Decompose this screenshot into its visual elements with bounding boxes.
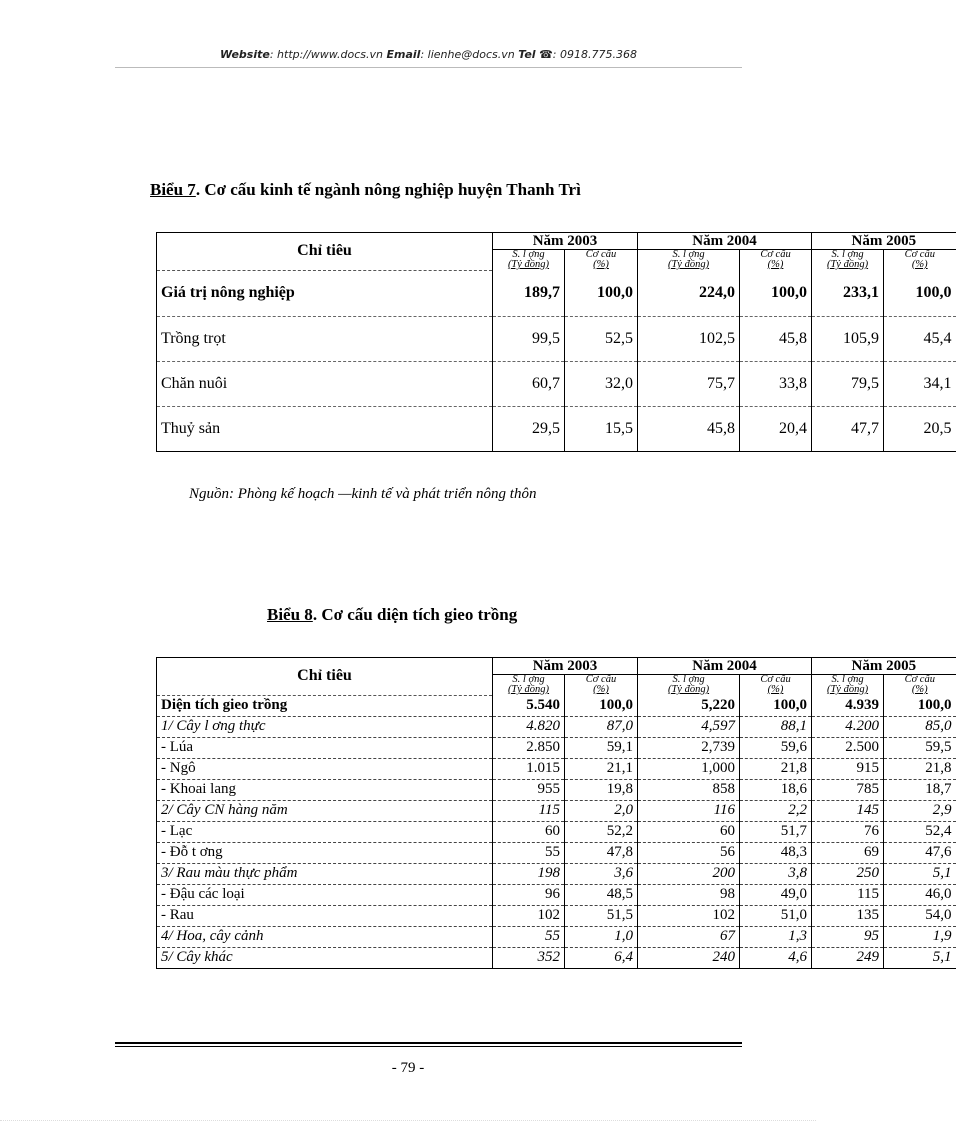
subheader-line2: (%)	[911, 684, 928, 695]
row-value: 145	[812, 800, 884, 821]
row-value: 4.820	[493, 716, 565, 737]
table7-source: Nguồn: Phòng kế hoạch —kinh tế và phát triển nông thôn	[189, 486, 537, 502]
row-value: 21,8	[740, 758, 812, 779]
subheader-line1: S. l ợng	[672, 674, 705, 685]
subheader-line2: (%)	[593, 684, 609, 695]
tel-value: : 0918.775.368	[552, 48, 637, 61]
row-value: 20,4	[740, 406, 812, 451]
row-value: 52,2	[565, 821, 638, 842]
page-number: - 79 -	[391, 1060, 425, 1076]
row-value: 100,0	[884, 270, 956, 316]
row-value: 45,8	[638, 406, 740, 451]
row-value: 352	[493, 947, 565, 968]
table-subheader-so-luong	[493, 250, 565, 271]
table-row	[157, 863, 956, 884]
row-value: 47,7	[812, 406, 884, 451]
table8-title-prefix: Biểu 8	[267, 605, 313, 624]
row-value: 79,5	[812, 361, 884, 406]
table7-title-text: . Cơ cấu kinh tế ngành nông nghiệp huyện Thanh Trì	[195, 180, 581, 199]
table8-title-text: . Cơ cấu diện tích gieo trồng	[312, 605, 518, 624]
footer-divider-thin	[115, 1046, 742, 1047]
row-value: 105,9	[812, 316, 884, 361]
row-value: 60	[638, 821, 740, 842]
table-row	[157, 884, 956, 905]
table8	[156, 657, 956, 969]
row-value: 67	[638, 926, 740, 947]
subheader-line1: S. l ợng	[831, 674, 864, 685]
table8-container	[156, 657, 952, 969]
row-label: 4/ Hoa, cây cảnh	[157, 926, 493, 947]
tel-label: Tel	[518, 48, 536, 61]
row-value: 59,1	[565, 737, 638, 758]
row-label: 3/ Rau màu thực phẩm	[157, 863, 493, 884]
table-row	[157, 800, 956, 821]
row-value: 51,7	[740, 821, 812, 842]
subheader-line2: (%)	[911, 259, 928, 270]
row-value: 3,6	[565, 863, 638, 884]
row-value: 2,2	[740, 800, 812, 821]
table-row	[157, 821, 956, 842]
subheader-line2: (Tỷ đồng)	[507, 259, 550, 270]
row-value: 96	[493, 884, 565, 905]
website-value[interactable]: : http://www.docs.vn	[269, 48, 384, 61]
row-value: 4,6	[740, 947, 812, 968]
row-value: 4,597	[638, 716, 740, 737]
row-value: 15,5	[565, 406, 638, 451]
row-label: Chăn nuôi	[157, 361, 493, 406]
row-value: 100,0	[565, 695, 638, 716]
subheader-line2: (Tỷ đồng)	[667, 684, 710, 695]
subheader-line1: S. l ợng	[512, 249, 545, 260]
row-value: 116	[638, 800, 740, 821]
row-value: 2.500	[812, 737, 884, 758]
row-value: 52,4	[884, 821, 956, 842]
subheader-line1: S. l ợng	[831, 249, 864, 260]
table8-header-year: Năm 2003	[493, 658, 638, 675]
row-value: 87,0	[565, 716, 638, 737]
table8-header-year: Năm 2005	[812, 658, 956, 675]
row-value: 48,5	[565, 884, 638, 905]
subheader-line1: Cơ cấu	[585, 674, 617, 685]
row-value: 33,8	[740, 361, 812, 406]
row-value: 32,0	[565, 361, 638, 406]
row-value: 4.200	[812, 716, 884, 737]
table-subheader-so-luong	[493, 675, 565, 696]
row-value: 51,5	[565, 905, 638, 926]
row-value: 69	[812, 842, 884, 863]
row-value: 249	[812, 947, 884, 968]
row-label: 5/ Cây khác	[161, 949, 233, 965]
table-subheader-co-cau	[565, 250, 638, 271]
header-divider	[115, 67, 742, 68]
row-value: 76	[812, 821, 884, 842]
row-value: 135	[812, 905, 884, 926]
row-label: Thuỷ sản	[161, 419, 221, 437]
row-value: 189,7	[493, 270, 565, 316]
table-row	[157, 926, 956, 947]
row-value: 100,0	[565, 270, 638, 316]
subheader-line2: (Tỷ đồng)	[667, 259, 710, 270]
row-value: 2,9	[884, 800, 956, 821]
row-value: 4.939	[812, 695, 884, 716]
subheader-line1: Cơ cấu	[760, 674, 791, 685]
row-value: 3,8	[740, 863, 812, 884]
row-value: 1,9	[884, 926, 956, 947]
table-row	[157, 947, 956, 968]
table-row	[157, 716, 956, 737]
row-value: 2,739	[638, 737, 740, 758]
subheader-line1: Cơ cấu	[760, 249, 791, 260]
row-value: 1,3	[740, 926, 812, 947]
row-label: - Rau	[157, 905, 493, 926]
row-label: - Lạc	[157, 821, 493, 842]
email-label: Email	[386, 48, 421, 61]
table-row	[157, 361, 956, 406]
table-row	[157, 779, 956, 800]
row-value: 6,4	[565, 947, 638, 968]
table-row	[157, 905, 956, 926]
row-value: 5.540	[493, 695, 565, 716]
subheader-line2: (%)	[593, 259, 609, 270]
email-value[interactable]: : lienhe@docs.vn	[420, 48, 515, 61]
row-value: 88,1	[740, 716, 812, 737]
row-value: 55	[493, 842, 565, 863]
row-value: 19,8	[565, 779, 638, 800]
table-subheader-co-cau	[884, 250, 956, 271]
row-value: 56	[638, 842, 740, 863]
table7-title-prefix: Biểu 7	[150, 180, 196, 199]
table8-title	[267, 605, 517, 625]
row-label: - Đỗ t ơng	[157, 842, 493, 863]
row-value: 21,1	[565, 758, 638, 779]
row-label: Diện tích gieo trồng	[157, 695, 493, 716]
row-value: 49,0	[740, 884, 812, 905]
row-value: 100,0	[884, 695, 956, 716]
row-value: 5,220	[638, 695, 740, 716]
row-value: 85,0	[884, 716, 956, 737]
row-value: 102,5	[638, 316, 740, 361]
table8-header-chitieu: Chỉ tiêu	[157, 658, 493, 696]
subheader-line1: Cơ cấu	[904, 674, 935, 685]
table-subheader-so-luong	[812, 250, 884, 271]
table8-header-year: Năm 2004	[638, 658, 812, 675]
row-value: 2,0	[565, 800, 638, 821]
row-value: 785	[812, 779, 884, 800]
table-row	[157, 737, 956, 758]
subheader-line2: (%)	[767, 259, 784, 270]
table7-header-year: Năm 2004	[638, 233, 812, 250]
row-value: 100,0	[740, 270, 812, 316]
row-value: 115	[812, 884, 884, 905]
row-value: 233,1	[812, 270, 884, 316]
row-value: 29,5	[493, 406, 565, 451]
subheader-line1: S. l ợng	[512, 674, 545, 685]
row-value: 48,3	[740, 842, 812, 863]
row-value: 47,6	[884, 842, 956, 863]
table-row	[157, 316, 956, 361]
table-row	[157, 695, 956, 716]
row-value: 45,4	[884, 316, 956, 361]
row-value: 5,1	[884, 863, 956, 884]
table7	[156, 232, 956, 452]
row-label: Trồng trọt	[157, 316, 493, 361]
row-value: 18,6	[740, 779, 812, 800]
footer-divider	[115, 1042, 742, 1044]
table7-header-year: Năm 2003	[493, 233, 638, 250]
row-value: 75,7	[638, 361, 740, 406]
subheader-line1: Cơ cấu	[904, 249, 935, 260]
subheader-line1: S. l ợng	[672, 249, 705, 260]
row-value: 20,5	[884, 406, 956, 451]
row-value: 858	[638, 779, 740, 800]
table-row	[157, 758, 956, 779]
row-value: 52,5	[565, 316, 638, 361]
table7-header-chitieu: Chỉ tiêu	[157, 233, 493, 271]
table-subheader-co-cau	[740, 250, 812, 271]
row-value: 99,5	[493, 316, 565, 361]
row-label: - Ngô	[157, 758, 493, 779]
row-value: 59,6	[740, 737, 812, 758]
table-subheader-co-cau	[884, 675, 956, 696]
row-label: - Đậu các loại	[157, 884, 493, 905]
website-label: Website	[220, 48, 270, 61]
row-value: 46,0	[884, 884, 956, 905]
row-value: 955	[493, 779, 565, 800]
row-value: 60	[493, 821, 565, 842]
row-value: 18,7	[884, 779, 956, 800]
table-row	[157, 842, 956, 863]
row-label: - Lúa	[157, 737, 493, 758]
row-value: 250	[812, 863, 884, 884]
phone-icon: ☎	[539, 48, 553, 61]
subheader-line1: Cơ cấu	[585, 249, 617, 260]
table7-header-year: Năm 2005	[812, 233, 956, 250]
row-value: 51,0	[740, 905, 812, 926]
row-value: 115	[493, 800, 565, 821]
table-subheader-co-cau	[740, 675, 812, 696]
table-subheader-so-luong	[638, 250, 740, 271]
row-value: 95	[812, 926, 884, 947]
table-subheader-co-cau	[565, 675, 638, 696]
row-value: 54,0	[884, 905, 956, 926]
row-value: 2.850	[493, 737, 565, 758]
row-value: 60,7	[493, 361, 565, 406]
row-value: 98	[638, 884, 740, 905]
row-label: Giá trị nông nghiệp	[157, 270, 493, 316]
row-value: 200	[638, 863, 740, 884]
table-row	[157, 270, 956, 316]
row-value: 45,8	[740, 316, 812, 361]
table-subheader-so-luong	[812, 675, 884, 696]
row-value: 5,1	[884, 947, 956, 968]
subheader-line2: (Tỷ đồng)	[826, 684, 869, 695]
table-row	[157, 406, 956, 451]
subheader-line2: (Tỷ đồng)	[826, 259, 869, 270]
row-value: 34,1	[884, 361, 956, 406]
row-value: 100,0	[740, 695, 812, 716]
subheader-line2: (Tỷ đồng)	[507, 684, 550, 695]
row-value: 55	[493, 926, 565, 947]
row-label: 1/ Cây l ơng thực	[157, 716, 493, 737]
bottom-border	[0, 1120, 816, 1121]
row-value: 1,0	[565, 926, 638, 947]
row-label: 2/ Cây CN hàng năm	[157, 800, 493, 821]
row-value: 102	[638, 905, 740, 926]
row-label: - Khoai lang	[157, 779, 493, 800]
row-value: 240	[638, 947, 740, 968]
table7-container	[156, 232, 952, 452]
row-value: 915	[812, 758, 884, 779]
page-header	[0, 48, 857, 61]
row-value: 1.015	[493, 758, 565, 779]
row-value: 47,8	[565, 842, 638, 863]
row-value: 1,000	[638, 758, 740, 779]
row-value: 21,8	[884, 758, 956, 779]
row-value: 198	[493, 863, 565, 884]
row-value: 59,5	[884, 737, 956, 758]
table-subheader-so-luong	[638, 675, 740, 696]
table7-title	[150, 180, 581, 200]
row-value: 102	[493, 905, 565, 926]
subheader-line2: (%)	[767, 684, 784, 695]
row-value: 224,0	[638, 270, 740, 316]
